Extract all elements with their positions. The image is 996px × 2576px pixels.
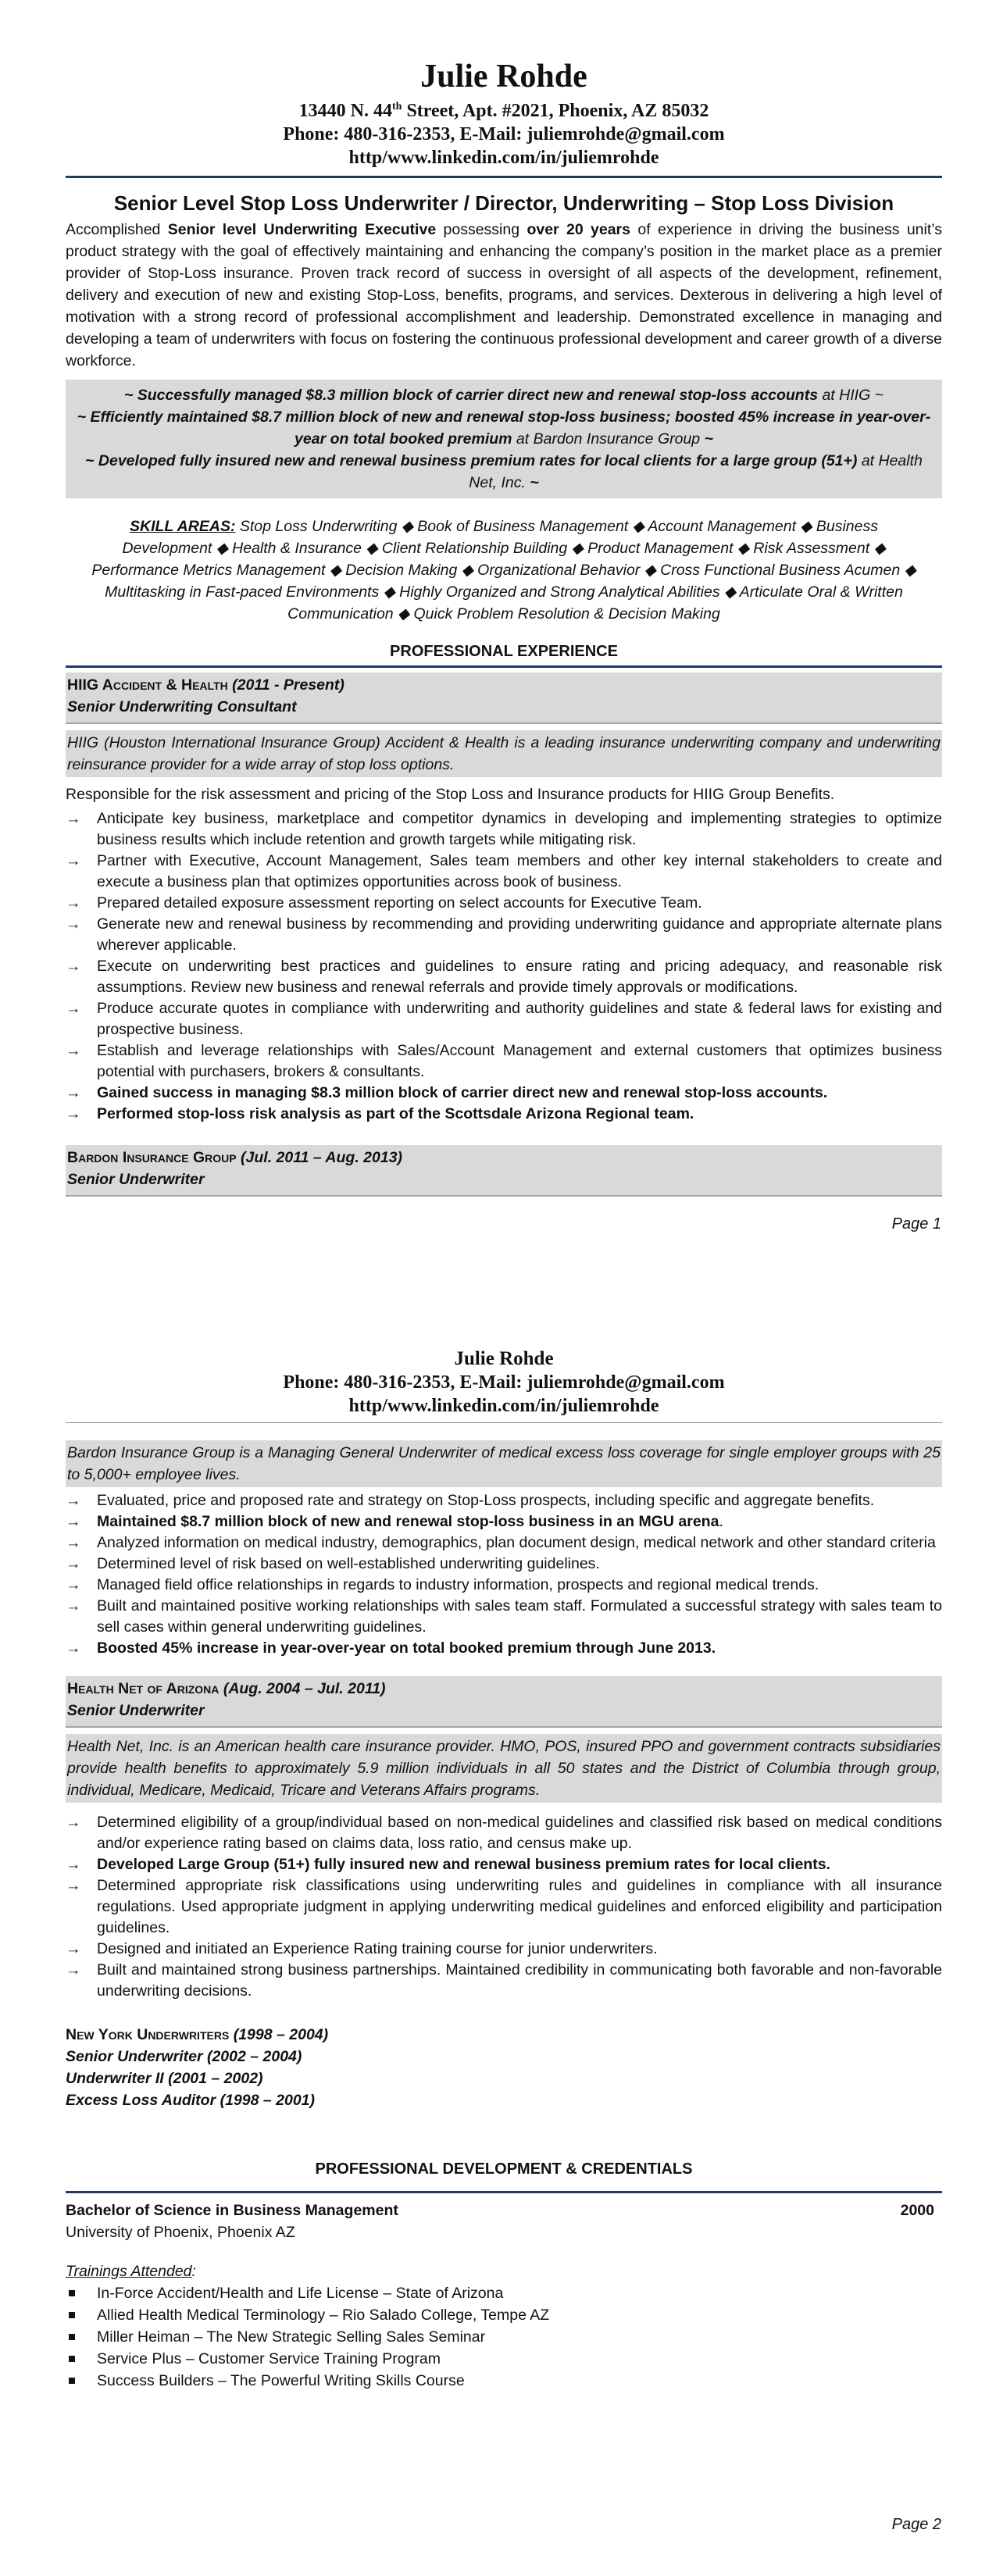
role-item: Excess Loss Auditor (1998 – 2001)	[66, 2092, 316, 2109]
bullet-item: → Evaluated, price and proposed rate and strategy on Stop-Loss prospects, including specific and aggregate benefits.	[66, 1490, 942, 1511]
arrow-icon: →	[66, 1961, 81, 1978]
arrow-icon: →	[66, 958, 81, 975]
company-name: Health Net of Arizona	[67, 1680, 220, 1697]
trainings-list	[66, 2282, 942, 2392]
job-bullets	[66, 1490, 942, 1659]
bullet-item: → Boosted 45% increase in year-over-year on total booked premium through June 2013.	[66, 1638, 942, 1659]
training-item: Allied Health Medical Terminology – Rio Salado College, Tempe AZ	[66, 2304, 942, 2326]
bullet-item: → Maintained $8.7 million block of new and renewal stop-loss business in an MGU arena.	[66, 1511, 942, 1532]
arrow-icon: →	[66, 1555, 81, 1572]
arrow-icon: →	[66, 810, 81, 827]
square-bullet-icon	[69, 2356, 75, 2362]
school: University of Phoenix, Phoenix AZ	[66, 2224, 295, 2241]
page-1	[0, 0, 996, 1281]
bullet-item: → Determined level of risk based on well-established underwriting guidelines.	[66, 1554, 942, 1575]
bullet-item: → Developed Large Group (51+) fully insured new and renewal business premium rates for local clients.	[66, 1854, 942, 1875]
job-header-healthnet	[66, 1676, 942, 1728]
arrow-icon: →	[66, 1576, 81, 1593]
training-item: Miller Heiman – The New Strategic Selling Sales Seminar	[66, 2326, 942, 2348]
arrow-icon: →	[66, 1084, 81, 1101]
role-list	[66, 2046, 942, 2111]
header-divider	[66, 176, 942, 178]
arrow-icon: →	[66, 1856, 81, 1873]
bullet-item: → Determined appropriate risk classifications using underwriting rules and guidelines in compliance with all insurance regulations. Used appropriate judgment in applying underwriting medical guidelines and enforced eligibility and participation guidelines.	[66, 1877, 942, 1936]
highlight-3: ~ Developed fully insured new and renewal business premium rates for local clients for a large group (51+) at Health Net, Inc. ~	[85, 452, 923, 491]
skill-areas-label: SKILL AREAS:	[130, 518, 236, 535]
resume-header	[66, 58, 942, 1197]
page-2-content	[66, 1347, 942, 2392]
job-dates: (Jul. 2011 – Aug. 2013)	[236, 1149, 403, 1166]
job-header-bardon	[66, 1145, 942, 1197]
education	[66, 2200, 942, 2243]
job-header-hiig	[66, 673, 942, 724]
phone-email-line: Phone: 480-316-2353, E-Mail: juliemrohde@gmail.com	[283, 1372, 725, 1393]
linkedin-line: http/www.linkedin.com/in/juliemrohde	[348, 1396, 659, 1416]
experience-section-title: PROFESSIONAL EXPERIENCE	[390, 643, 618, 660]
arrow-icon: →	[66, 915, 81, 933]
bullet-item: → Generate new and renewal business by recommending and providing underwriting guidance and appropriate alternate plans wherever applicable.	[66, 915, 942, 954]
company-description: Health Net, Inc. is an American health care insurance provider. HMO, POS, insured PPO and government contracts subsidiaries provide health benefits to approximately 5.9 million individuals in all 50 states and the District of Columbia through group, individual, Medicare, Medicaid, Tricare and Veterans Affairs programs.	[66, 1734, 942, 1803]
company-name: New York Underwriters	[66, 2026, 230, 2043]
skill-areas-list: Stop Loss Underwriting ◆ Book of Business Management ◆ Account Management ◆ Business Development ◆ Health & Insurance ◆ Client Relationship Building ◆ Product Management ◆ Risk Assessment ◆ Performance Metrics Management ◆ Decision Making ◆ Organizational Behavior ◆ Cross Functional Business Acumen ◆ Multitasking in Fast-paced Environments ◆ Highly Organized and Strong Analytical Abilities ◆ Articulate Oral & Written Communication ◆ Quick Problem Resolution & Decision Making	[91, 518, 916, 623]
job-bullets	[66, 1812, 942, 2002]
degree-year: 2000	[900, 2202, 934, 2219]
bullet-item: → Built and maintained positive working relationships with sales team staff. Formulated a successful strategy with sales team to sell cases within general underwriting guidelines.	[66, 1597, 942, 1636]
bullet-item: → Prepared detailed exposure assessment reporting on select accounts for Executive Team.	[66, 893, 942, 914]
job-dates: (2011 - Present)	[227, 676, 344, 694]
skill-areas	[66, 516, 942, 625]
square-bullet-icon	[69, 2290, 75, 2296]
bullet-item: → Analyzed information on medical industry, demographics, plan document design, medical network and other standard criteria	[66, 1532, 942, 1554]
arrow-icon: →	[66, 1639, 81, 1657]
square-bullet-icon	[69, 2312, 75, 2318]
trainings-label: Trainings Attended:	[66, 2263, 196, 2280]
square-bullet-icon	[69, 2378, 75, 2384]
arrow-icon: →	[66, 1492, 81, 1509]
bullet-item: → Produce accurate quotes in compliance with underwriting and authority guidelines and state & federal laws for existing and prospective business.	[66, 1000, 942, 1038]
training-item: Success Builders – The Powerful Writing Skills Course	[66, 2370, 942, 2392]
arrow-icon: →	[66, 1814, 81, 1831]
training-item: Service Plus – Customer Service Training Program	[66, 2348, 942, 2370]
highlight-1: ~ Successfully managed $8.3 million block of carrier direct new and renewal stop-loss accounts at HIIG ~	[123, 387, 884, 404]
arrow-icon: →	[66, 1597, 81, 1614]
job-title: Senior Underwriter	[67, 1702, 205, 1719]
page-2	[0, 1288, 996, 2576]
summary-paragraph: Accomplished Senior level Underwriting Executive possessing over 20 years of experience in driving the business unit’s product strategy with the goal of effectively maintaining and enhancing the company’s position in the market place as a premier provider of Stop-Loss insurance. Proven track record of success in oversight of all aspects of the development, refinement, delivery and execution of new and existing Stop-Loss, benefits, programs, and services. Dexterous in delivering a high level of motivation with a strong record of professional accomplishment and leadership. Demonstrated excellence in managing and developing a team of underwriters with focus on fostering the continuous professional development and career growth of a diverse workforce.	[66, 221, 942, 369]
bullet-item: → Gained success in managing $8.3 million block of carrier direct new and renewal stop-loss accounts.	[66, 1083, 942, 1104]
arrow-icon: →	[66, 1105, 81, 1122]
credentials-divider	[66, 2191, 942, 2193]
training-item: In-Force Accident/Health and Life License – State of Arizona	[66, 2282, 942, 2304]
linkedin-line: http/www.linkedin.com/in/juliemrohde	[348, 148, 659, 168]
address-line: 13440 N. 44th Street, Apt. #2021, Phoenix, AZ 85032	[298, 101, 709, 121]
job-nyu	[66, 2024, 942, 2111]
company-name: Bardon Insurance Group	[67, 1149, 237, 1166]
phone-email-line: Phone: 480-316-2353, E-Mail: juliemrohde@gmail.com	[283, 124, 725, 144]
page-number: Page 1	[891, 1215, 941, 1233]
credentials-section-title: PROFESSIONAL DEVELOPMENT & CREDENTIALS	[315, 2160, 693, 2178]
candidate-name-small: Julie Rohde	[454, 1348, 554, 1369]
page-number: Page 2	[891, 2516, 941, 2533]
job-title: Senior Underwriter	[67, 1171, 205, 1188]
degree: Bachelor of Science in Business Management	[66, 2202, 398, 2219]
page-break	[0, 1281, 996, 1288]
arrow-icon: →	[66, 1940, 81, 1957]
job-intro: Responsible for the risk assessment and pricing of the Stop Loss and Insurance products for HIIG Group Benefits.	[66, 786, 835, 803]
company-description: HIIG (Houston International Insurance Group) Accident & Health is a leading insurance underwriting company and underwriting reinsurance provider for a wide array of stop loss options.	[66, 730, 942, 777]
bullet-item: → Determined eligibility of a group/individual based on non-medical guidelines and classified risk based on medical conditions and/or experience rating based on claims data, loss ratio, and census make up.	[66, 1814, 942, 1852]
arrow-icon: →	[66, 1042, 81, 1059]
experience-divider	[66, 665, 942, 668]
job-title: Senior Underwriting Consultant	[67, 698, 297, 715]
job-dates: (1998 – 2004)	[229, 2026, 329, 2043]
role-item: Senior Underwriter (2002 – 2004)	[66, 2048, 302, 2065]
bullet-item: → Partner with Executive, Account Management, Sales team members and other key internal stakeholders to create and execute a business plan that optimizes opportunities across book of business.	[66, 852, 942, 890]
company-description: Bardon Insurance Group is a Managing General Underwriter of medical excess loss coverage for single employer groups with 25 to 5,000+ employee lives.	[66, 1440, 942, 1487]
highlights-box	[66, 380, 942, 498]
arrow-icon: →	[66, 1513, 81, 1530]
bullet-item: → Establish and leverage relationships with Sales/Account Management and external customers that optimizes business potential with purchasers, brokers & consultants.	[66, 1042, 942, 1080]
arrow-icon: →	[66, 852, 81, 869]
candidate-name: Julie Rohde	[420, 59, 587, 95]
headline: Senior Level Stop Loss Underwriter / Director, Underwriting – Stop Loss Division	[113, 191, 894, 215]
highlight-2: ~ Efficiently maintained $8.7 million block of new and renewal stop-loss business; boosted 45% increase in year-over-year on total booked premium at Bardon Insurance Group ~	[77, 409, 931, 448]
bullet-item: → Managed field office relationships in regards to industry information, prospects and regional medical trends.	[66, 1575, 942, 1596]
arrow-icon: →	[66, 894, 81, 912]
square-bullet-icon	[69, 2334, 75, 2340]
company-name: HIIG Accident & Health	[67, 676, 228, 694]
arrow-icon: →	[66, 1877, 81, 1894]
bullet-item: → Execute on underwriting best practices and guidelines to ensure rating and pricing adequacy, and reasonable risk assumptions. Review new business and renewal referrals and provide timely approvals or modifications.	[66, 958, 942, 996]
bullet-item: → Built and maintained strong business partnerships. Maintained credibility in communicating both favorable and non-favorable underwriting decisions.	[66, 1961, 942, 2000]
job-bullets	[66, 808, 942, 1125]
arrow-icon: →	[66, 1534, 81, 1551]
header-divider	[66, 1422, 942, 1423]
job-dates: (Aug. 2004 – Jul. 2011)	[219, 1680, 386, 1697]
arrow-icon: →	[66, 1000, 81, 1017]
role-item: Underwriter II (2001 – 2002)	[66, 2070, 263, 2087]
bullet-item: → Designed and initiated an Experience Rating training course for junior underwriters.	[66, 1939, 942, 1960]
bullet-item: → Performed stop-loss risk analysis as part of the Scottsdale Arizona Regional team.	[66, 1104, 942, 1125]
bullet-item: → Anticipate key business, marketplace and competitor dynamics in developing and implementing strategies to optimize business results which include retention and growth targets while mitigating risk.	[66, 810, 942, 848]
